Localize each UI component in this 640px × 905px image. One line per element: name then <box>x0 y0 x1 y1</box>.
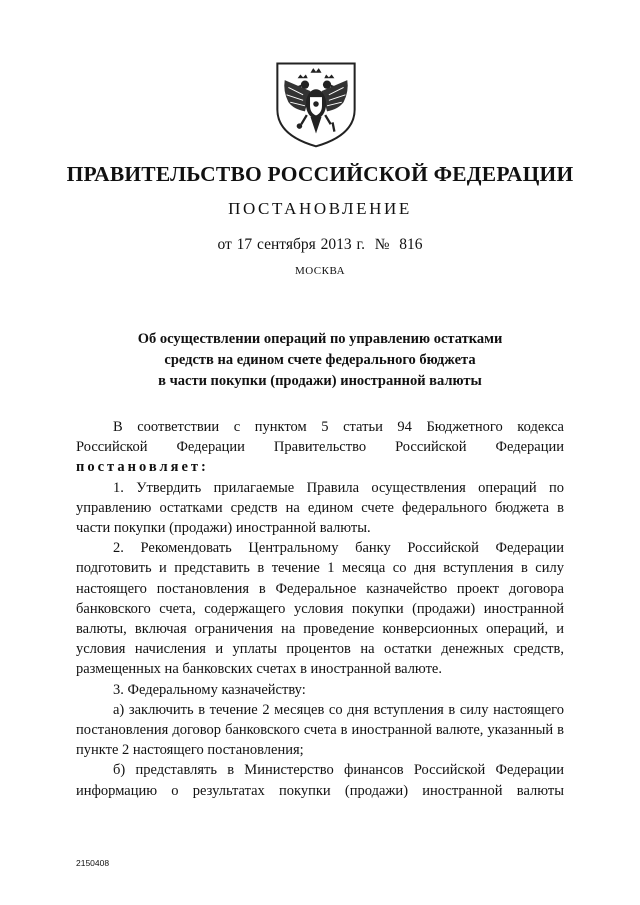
document-code: 2150408 <box>76 858 110 868</box>
document-city: МОСКВА <box>294 265 346 277</box>
clause-1: 1. Утвердить прилагаемые Правила осуществления операций по управлению остатками средств на едином счете федерального бюджета в части покупки (продажи) иностранной валюты. <box>76 479 564 537</box>
intro-paragraph-line: Российской Федерации Правительство Российской Федерации <box>76 439 564 456</box>
document-subject <box>0 329 640 392</box>
government-title: ПРАВИТЕЛЬСТВО РОССИЙСКОЙ ФЕДЕРАЦИИ <box>66 162 574 186</box>
document-body <box>76 417 564 801</box>
document-type: ПОСТАНОВЛЕНИЕ <box>228 199 412 218</box>
subject-line: Об осуществлении операций по управлению остатками <box>137 331 503 347</box>
intro-paragraph-line: В соответствии с пунктом 5 статьи 94 Бюджетного кодекса <box>113 419 564 435</box>
clause-2: 2. Рекомендовать Центральному банку Российской Федерации подготовить и представить в течение 1 месяца со дня вступления в силу настоящего постановления в Федеральное казначейство проект договора банковского счета, содержащего условия покупки (продажи) иностранной валюты, включая ограничения на проведение конверсионных операций, и условия начисления и уплаты процентов на остатки денежных средств, размещенных на банковских счетах в иностранной валюте. <box>76 540 564 678</box>
russian-coat-of-arms-icon <box>270 58 362 150</box>
clause-3a: а) заключить в течение 2 месяцев со дня вступления в силу настоящего постановления договор банковского счета в иностранной валюте, указанный в пункте 2 настоящего постановления; <box>76 701 564 759</box>
decree-word <box>76 457 564 477</box>
clause-3b: б) представлять в Министерство финансов Российской Федерации информацию о результатах покупки (продажи) иностранной валюты <box>76 762 564 799</box>
document-date-number: от 17 сентября 2013 г. № 816 <box>217 236 423 253</box>
subject-line: в части покупки (продажи) иностранной валюты <box>158 373 482 389</box>
subject-line: средств на едином счете федерального бюджета <box>164 352 476 368</box>
clause-3: 3. Федеральному казначейству: <box>113 681 306 698</box>
decree-word-text: постановляет: <box>76 459 209 476</box>
